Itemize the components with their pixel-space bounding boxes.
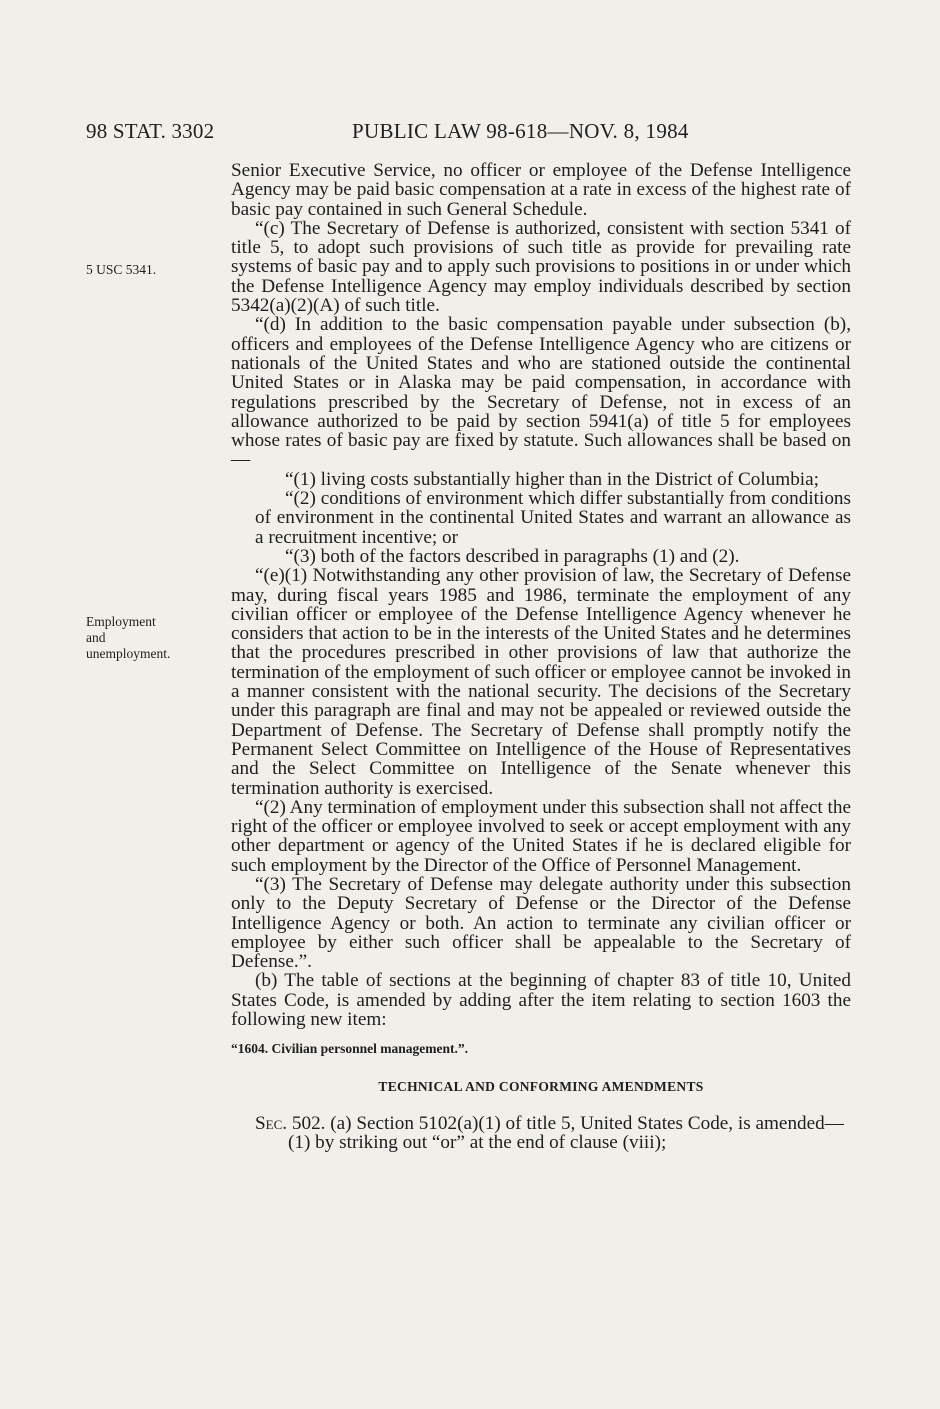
subsection-e-3: “(3) The Secretary of Defense may delegate authority under this subsection only to the Deputy Secretary of Defense or the Director of the Defense Intelligence Agency or both. An action to terminate any civilian officer or employee by either such officer shall be appealable to the Secretary of Defense.”. bbox=[231, 873, 851, 973]
section-heading: TECHNICAL AND CONFORMING AMENDMENTS bbox=[378, 1078, 704, 1094]
margin-note-employment bbox=[86, 614, 206, 662]
margin-note-line: and bbox=[86, 630, 106, 645]
new-table-item: “1604. Civilian personnel management.”. bbox=[231, 1041, 469, 1057]
public-law-heading: PUBLIC LAW 98-618—NOV. 8, 1984 bbox=[352, 119, 689, 143]
margin-note-line: Employment bbox=[86, 614, 156, 629]
page-stat-number: 98 STAT. 3302 bbox=[86, 119, 215, 143]
paragraph-continuation: Senior Executive Service, no officer or employee of the Defense Intelligence Agency may be paid basic compensation at a rate in excess of the highest rate of basic pay contained in such General Schedule. bbox=[231, 160, 851, 220]
section-502 bbox=[231, 1114, 851, 1133]
subsection-d-item-1: “(1) living costs substantially higher than in the District of Columbia; bbox=[285, 468, 819, 490]
subsection-d-item-2: “(2) conditions of environment which differ substantially from conditions of environment in the continental United States and warrant an allowance as a recruitment incentive; or bbox=[255, 488, 851, 548]
subsection-e-1: “(e)(1) Notwithstanding any other provision of law, the Secretary of Defense may, during fiscal years 1985 and 1986, terminate the employment of any civilian officer or employee of the Defense Intelligence Agency whenever he considers that action to be in the interests of the United States and he determines that the procedures prescribed in other provisions of law that authorize the termination of the employment of such officer or employee cannot be invoked in a manner consistent with the national security. The decisions of the Secretary under this paragraph are final and may not be appealed or reviewed outside the Department of Defense. The Secretary of Defense shall promptly notify the Permanent Select Committee on Intelligence of the House of Representatives and the Select Committee on Intelligence of the Senate whenever this termination authority is exercised. bbox=[231, 565, 851, 799]
section-label: Sec. bbox=[255, 1112, 288, 1134]
subsection-b-table-amendment: (b) The table of sections at the beginning of chapter 83 of title 10, United States Code, is amended by adding after the item relating to section 1603 the following new item: bbox=[231, 970, 851, 1031]
clause-1: (1) by striking out “or” at the end of clause (viii); bbox=[288, 1132, 667, 1154]
margin-note-line: unemployment. bbox=[86, 646, 171, 661]
subsection-c: “(c) The Secretary of Defense is authorized, consistent with section 5341 of title 5, to adopt such provisions of such title as provide for prevailing rate systems of basic pay and to apply such provisions to positions in or under which the Defense Intelligence Agency may employ individuals described by section 5342(a)(2)(A) of such title. bbox=[231, 217, 851, 317]
statute-body bbox=[231, 161, 851, 1153]
subsection-e-2: “(2) Any termination of employment under this subsection shall not affect the right of the officer or employee involved to seek or accept employment with any other department or agency of the United States if he is declared eligible for such employment by the Director of the Office of Personnel Management. bbox=[231, 796, 851, 876]
section-502-text: 502. (a) Section 5102(a)(1) of title 5, United States Code, is amended— bbox=[287, 1112, 844, 1134]
subsection-d: “(d) In addition to the basic compensation payable under subsection (b), officers and employees of the Defense Intelligence Agency who are citizens or nationals of the United States and who are stationed outside the continental United States or in Alaska may be paid compensation, in accordance with regulations prescribed by the Secretary of Defense, not in excess of an allowance authorized to be paid by section 5941(a) of title 5 for employees whose rates of basic pay are fixed by statute. Such allowances shall be based on— bbox=[231, 314, 851, 471]
subsection-d-item-3: “(3) both of the factors described in paragraphs (1) and (2). bbox=[285, 545, 740, 567]
margin-note-usc: 5 USC 5341. bbox=[86, 262, 157, 277]
